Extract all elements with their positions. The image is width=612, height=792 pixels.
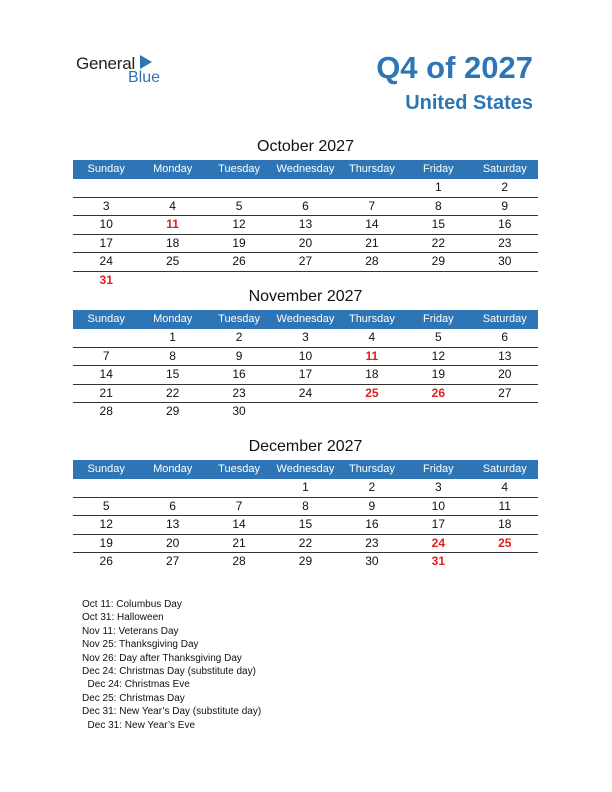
weekday-label: Thursday: [348, 313, 395, 325]
day-cell: [339, 272, 405, 290]
day-cell: 18: [365, 367, 379, 381]
week-row: [73, 179, 538, 198]
day-cell: 5: [235, 198, 243, 213]
day-cell: 18: [498, 517, 512, 531]
day-cell: 8: [169, 348, 176, 363]
day-cell: 9: [235, 348, 243, 363]
day-cell: 4: [368, 330, 376, 344]
day-cell: 27: [298, 254, 313, 268]
weekday-label: Saturday: [482, 313, 527, 325]
day-cell: [272, 179, 338, 197]
week-row: [73, 235, 538, 254]
day-cell: 17: [99, 235, 113, 250]
day-cell: 16: [498, 217, 512, 231]
day-cell: 20: [298, 235, 313, 250]
holiday-note: Nov 11: Veterans Day: [82, 625, 179, 637]
day-cell: [73, 479, 139, 497]
holiday-note: Dec 24: Christmas Eve: [82, 679, 190, 691]
day-cell: 25: [365, 385, 379, 400]
day-cell: 5: [434, 330, 442, 344]
day-cell: 24: [431, 535, 445, 550]
week-row: [73, 272, 538, 290]
day-cell: 14: [365, 217, 379, 231]
day-cell: 9: [501, 198, 509, 213]
weekday-header: [73, 460, 538, 479]
day-cell: 29: [431, 254, 445, 268]
holiday-note: Nov 26: Day after Thanksgiving Day: [82, 652, 242, 664]
day-cell: 14: [99, 367, 113, 381]
day-cell: 28: [365, 254, 379, 268]
day-cell: 13: [298, 217, 313, 231]
day-cell: 26: [99, 554, 113, 568]
weekday-label: Wednesday: [276, 463, 335, 475]
day-cell: [405, 403, 471, 421]
day-cell: 25: [165, 254, 180, 268]
day-cell: 19: [431, 367, 445, 381]
day-cell: [206, 179, 272, 197]
weekday-label: Tuesday: [218, 463, 260, 475]
weekday-label: Tuesday: [218, 163, 260, 175]
day-cell: 28: [232, 554, 246, 568]
week-row: [73, 198, 538, 217]
day-cell: [206, 272, 272, 290]
day-cell: [472, 272, 538, 290]
day-cell: 1: [434, 180, 442, 194]
day-cell: 27: [165, 554, 180, 568]
day-cell: 22: [431, 235, 445, 250]
weekday-label: Sunday: [87, 313, 125, 325]
day-cell: 19: [99, 535, 113, 550]
week-row: [73, 516, 538, 535]
day-cell: 18: [165, 235, 180, 250]
month-november: [73, 288, 538, 421]
day-cell: 21: [232, 535, 246, 550]
holiday-note: Dec 31: New Year’s Eve: [82, 719, 196, 731]
day-cell: 2: [235, 330, 243, 344]
week-row: [73, 385, 538, 404]
day-cell: [73, 179, 139, 197]
day-cell: 27: [498, 385, 512, 400]
day-cell: 13: [498, 348, 512, 363]
day-cell: 26: [431, 385, 445, 400]
day-cell: 7: [235, 498, 243, 513]
month-title: October 2027: [257, 138, 354, 155]
weekday-label: Saturday: [482, 163, 527, 175]
day-cell: 15: [298, 517, 313, 531]
day-cell: 16: [365, 517, 379, 531]
month-title: December 2027: [248, 438, 363, 455]
day-cell: 9: [368, 498, 376, 513]
day-cell: 23: [365, 535, 379, 550]
day-cell: 4: [169, 198, 176, 213]
day-cell: 3: [102, 198, 110, 213]
day-cell: [405, 272, 471, 290]
day-cell: [139, 479, 205, 497]
generalblue-logo: [76, 54, 176, 88]
day-cell: 11: [166, 217, 179, 231]
day-cell: [73, 329, 139, 347]
week-row: [73, 216, 538, 235]
day-cell: [472, 403, 538, 421]
day-cell: 25: [498, 535, 512, 550]
day-cell: 1: [169, 330, 176, 344]
day-cell: 31: [431, 554, 445, 568]
day-cell: 30: [232, 404, 246, 418]
day-cell: [339, 403, 405, 421]
day-cell: 13: [165, 517, 180, 531]
weekday-label: Saturday: [482, 463, 527, 475]
day-cell: 19: [232, 235, 246, 250]
day-cell: 6: [302, 198, 309, 213]
day-cell: 17: [298, 367, 313, 381]
day-cell: 29: [298, 554, 313, 568]
weekday-label: Friday: [423, 463, 454, 475]
day-cell: 2: [368, 480, 376, 494]
day-cell: 29: [165, 404, 180, 418]
day-cell: 21: [365, 235, 379, 250]
weekday-label: Sunday: [87, 163, 125, 175]
weekday-label: Wednesday: [276, 163, 335, 175]
page-title: Q4 of 2027: [376, 50, 533, 85]
day-cell: 15: [431, 217, 445, 231]
country-subtitle: United States: [405, 92, 533, 114]
day-cell: 22: [298, 535, 313, 550]
day-cell: 20: [498, 367, 512, 381]
weekday-label: Sunday: [87, 463, 125, 475]
week-row: [73, 366, 538, 385]
day-cell: 23: [232, 385, 246, 400]
logo-word-general: General: [76, 54, 136, 73]
holiday-note: Dec 24: Christmas Day (substitute day): [82, 666, 256, 678]
weekday-label: Monday: [153, 313, 193, 325]
week-row: [73, 403, 538, 421]
day-cell: 7: [368, 198, 376, 213]
day-cell: 17: [431, 517, 445, 531]
holiday-note: Oct 11: Columbus Day: [82, 599, 182, 610]
week-row: [73, 253, 538, 272]
day-cell: 11: [365, 348, 379, 363]
day-cell: 3: [434, 480, 442, 494]
weekday-label: Monday: [153, 163, 193, 175]
day-cell: 1: [302, 480, 309, 494]
day-cell: 8: [434, 198, 442, 213]
week-row: [73, 348, 538, 367]
day-cell: 28: [99, 404, 113, 418]
weekday-label: Friday: [423, 313, 454, 325]
day-cell: 12: [232, 217, 246, 231]
day-cell: [139, 179, 205, 197]
week-row: [73, 535, 538, 554]
day-cell: 23: [498, 235, 512, 250]
logo-word-blue: Blue: [128, 69, 161, 86]
day-cell: [206, 479, 272, 497]
day-cell: 10: [298, 348, 313, 363]
day-cell: 24: [99, 254, 113, 268]
month-title: November 2027: [248, 288, 363, 305]
holiday-note: Dec 25: Christmas Day: [82, 692, 185, 704]
day-cell: 2: [501, 180, 509, 194]
day-cell: 3: [302, 330, 309, 344]
day-cell: 15: [165, 367, 180, 381]
day-cell: 24: [298, 385, 313, 400]
logo-triangle-icon: [140, 55, 152, 69]
day-cell: [339, 179, 405, 197]
day-cell: 26: [232, 254, 246, 268]
day-cell: 5: [102, 498, 110, 513]
day-cell: 10: [99, 217, 113, 231]
holiday-notes: [82, 598, 261, 732]
week-row: [73, 498, 538, 517]
day-cell: [472, 553, 538, 571]
month-october: [73, 138, 538, 289]
holiday-note: Nov 25: Thanksgiving Day: [82, 639, 199, 651]
month-december: [73, 438, 538, 571]
day-cell: 7: [102, 348, 110, 363]
day-cell: 21: [99, 385, 113, 400]
day-cell: 20: [165, 535, 180, 550]
day-cell: 4: [501, 480, 509, 494]
day-cell: 30: [365, 554, 379, 568]
weekday-header: [73, 160, 538, 179]
day-cell: 12: [99, 517, 113, 531]
weekday-label: Monday: [153, 463, 193, 475]
day-cell: [272, 272, 338, 290]
weekday-label: Tuesday: [218, 313, 260, 325]
holiday-note: Oct 31: Halloween: [82, 612, 164, 624]
week-row: [73, 553, 538, 571]
week-row: [73, 479, 538, 498]
weekday-header: [73, 310, 538, 329]
day-cell: 8: [302, 498, 309, 513]
weekday-label: Wednesday: [276, 313, 335, 325]
day-cell: 6: [169, 498, 176, 513]
day-cell: 6: [501, 330, 509, 344]
week-row: [73, 329, 538, 348]
day-cell: 10: [431, 498, 445, 513]
weekday-label: Thursday: [348, 463, 395, 475]
day-cell: 12: [431, 348, 445, 363]
holiday-note: Dec 31: New Year’s Day (substitute day): [82, 706, 262, 718]
day-cell: 30: [498, 254, 512, 268]
day-cell: [139, 272, 205, 290]
day-cell: 16: [232, 367, 246, 381]
day-cell: 22: [165, 385, 180, 400]
day-cell: 14: [232, 517, 246, 531]
day-cell: 11: [498, 498, 511, 513]
day-cell: [272, 403, 338, 421]
weekday-label: Thursday: [348, 163, 395, 175]
weekday-label: Friday: [423, 163, 454, 175]
day-cell: 31: [99, 272, 113, 287]
